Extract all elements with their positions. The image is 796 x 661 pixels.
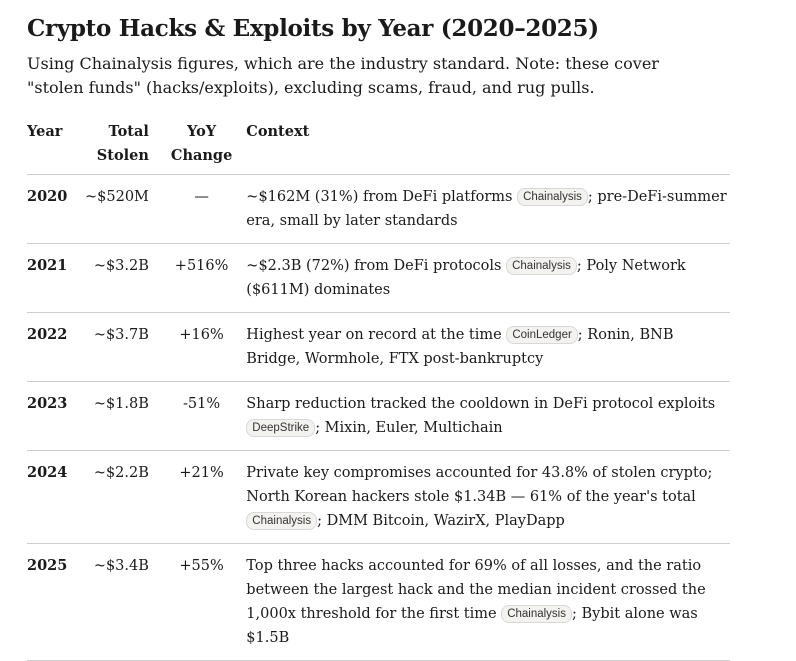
cell-total-stolen: ~$3.4B [93,558,149,574]
page-title: Crypto Hacks & Exploits by Year (2020–2025) [27,15,599,42]
table-row [27,175,730,244]
cell-total-stolen: ~$520M [85,189,149,205]
context-text: ; Bybit alone was $1.5B [246,606,698,646]
header-total-label-1: Total [108,123,149,140]
context-text: ~$2.3B (72%) from DeFi protocols [246,258,507,274]
table-row [27,451,730,544]
context-text: Sharp reduction tracked the cooldown in DeFi protocol exploits [246,396,716,412]
context-text: Top three hacks accounted for 69% of all losses, and the ratio between the largest hack and the median incident crossed the 1,000x threshold for the first time [246,558,706,622]
header-total-stolen [85,120,171,175]
cell-yoy-change: — [194,189,209,205]
header-total-label-2: Stolen [96,147,149,164]
cell-year: 2025 [27,557,68,574]
cell-yoy-change: +16% [179,327,224,343]
context-text: Highest year on record at the time [246,327,507,343]
cell-year: 2020 [27,188,68,205]
context-text: ; Ronin, BNB Bridge, Wormhole, FTX post-bankruptcy [246,327,674,367]
header-year-label: Year [27,123,63,140]
source-chip[interactable]: Chainalysis [501,605,572,623]
header-year [27,120,85,175]
source-chip[interactable]: Chainalysis [517,188,588,206]
cell-total-stolen: ~$1.8B [93,396,149,412]
cell-year: 2023 [27,395,68,412]
hacks-table [27,120,730,661]
header-yoy-change [171,120,246,175]
table-row [27,382,730,451]
cell-year: 2022 [27,326,68,343]
cell-yoy-change: +55% [179,558,224,574]
table-header-row [27,120,730,175]
cell-context [246,382,730,451]
context-text: Private key compromises accounted for 43.8% of stolen crypto; North Korean hackers stole $1.34B — 61% of the year's total [246,465,713,505]
source-chip[interactable]: Chainalysis [246,512,317,530]
header-yoy-label-2: Change [170,147,233,164]
source-chip[interactable]: Chainalysis [506,257,577,275]
cell-context [246,175,730,244]
cell-yoy-change: +516% [174,258,229,274]
context-text: ; DMM Bitcoin, WazirX, PlayDapp [317,513,565,529]
context-text: ; pre-DeFi-summer era, small by later standards [246,189,727,229]
context-text: ; Poly Network ($611M) dominates [246,258,686,298]
context-text: ~$162M (31%) from DeFi platforms [246,189,518,205]
cell-context [246,313,730,382]
cell-context [246,244,730,313]
intro-paragraph: Using Chainalysis figures, which are the industry standard. Note: these cover "stolen funds" (hacks/exploits), excluding scams, fraud, and rug pulls. [27,54,659,97]
cell-year: 2021 [27,257,68,274]
cell-total-stolen: ~$3.7B [93,327,149,343]
header-context-label: Context [246,123,310,140]
table-row [27,544,730,661]
cell-yoy-change: -51% [183,396,221,412]
header-yoy-label-1: YoY [187,123,217,140]
table-row [27,313,730,382]
source-chip[interactable]: CoinLedger [506,326,577,344]
cell-total-stolen: ~$3.2B [93,258,149,274]
table-row [27,244,730,313]
cell-total-stolen: ~$2.2B [93,465,149,481]
context-text: ; Mixin, Euler, Multichain [315,420,503,436]
source-chip[interactable]: DeepStrike [246,419,315,437]
cell-context [246,451,730,544]
cell-year: 2024 [27,464,68,481]
header-context [246,120,730,175]
cell-yoy-change: +21% [179,465,224,481]
cell-context [246,544,730,661]
